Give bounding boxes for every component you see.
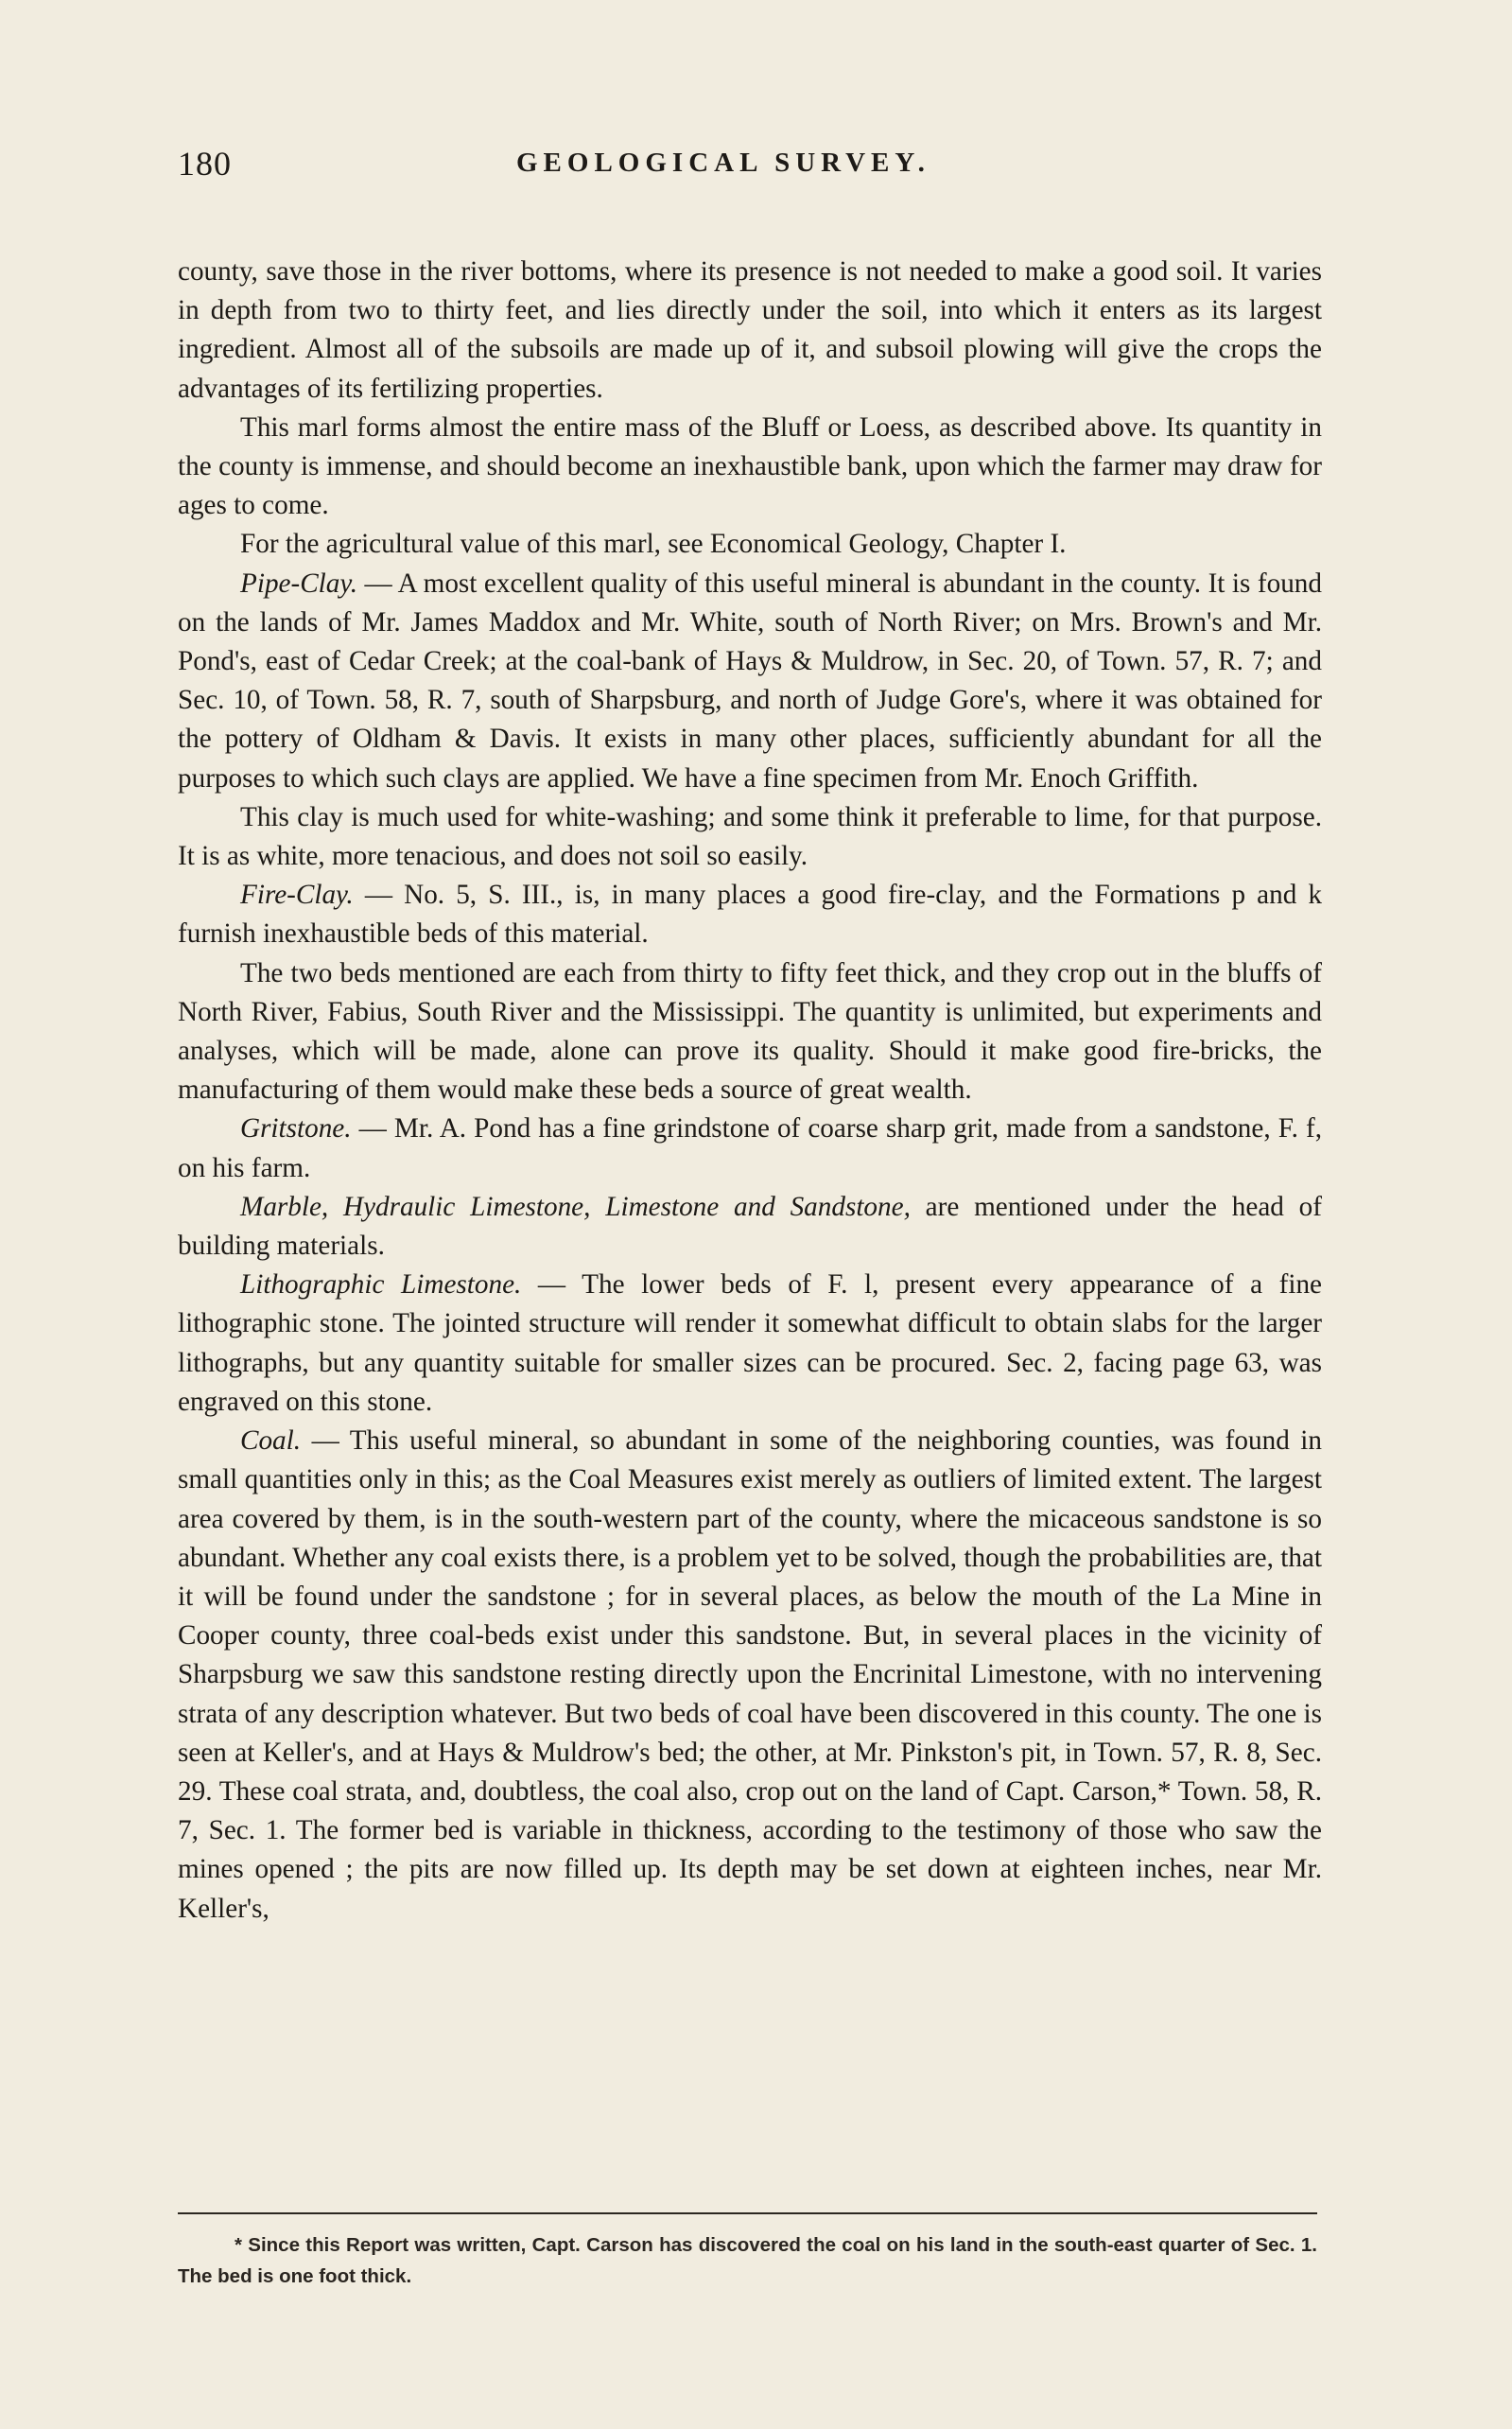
running-head: GEOLOGICAL SURVEY. (516, 148, 930, 178)
paragraph-soil-marl (178, 253, 1322, 409)
paragraph-fire-clay (178, 876, 1322, 953)
paragraph-agricultural-value (178, 525, 1322, 564)
paragraph-bluff-loess (178, 409, 1322, 526)
section-heading-marble: Marble, Hydraulic Limestone, Limestone and Sandstone, (240, 1191, 911, 1222)
paragraph-text: The two beds mentioned are each from thirty to fifty feet thick, and they crop out in the bluffs of North River, Fabius, South River and the Mississippi. The quantity is unlimited, but experiments and analyses, which will be made, alone can prove its quality. Should it make good fire-bricks, the manufacturing of them would make these beds a source of great wealth. (178, 957, 1322, 1106)
body-text (178, 253, 1322, 1929)
paragraph-text: — Mr. A. Pond has a fine grindstone of coarse sharp grit, made from a sandstone, F. f, on his farm. (178, 1113, 1322, 1183)
paragraph-text: are mentioned under the head of building materials. (178, 1191, 1322, 1262)
paragraph-text: — No. 5, S. III., is, in many places a good fire-clay, and the Formations p and k furnish inexhaustible beds of this material. (178, 880, 1322, 950)
paragraph-lithographic-limestone (178, 1266, 1322, 1422)
paragraph-text: — A most excellent quality of this useful mineral is abundant in the county. It is found on the lands of Mr. James Maddox and Mr. White, south of North River; on Mrs. Brown's and Mr. Pond's, east of Cedar Creek; at the coal-bank of Hays & Muldrow, in Sec. 20, of Town. 57, R. 7; and Sec. 10, of Town. 58, R. 7, south of Sharpsburg, and north of Judge Gore's, where it was obtained for the pottery of Oldham & Davis. It exists in many other places, sufficiently abundant for all the purposes to which such clays are applied. We have a fine specimen from Mr. Enoch Griffith. (178, 568, 1322, 794)
paragraph-text: county, save those in the river bottoms, where its presence is not needed to make a good soil. It varies in depth from two to thirty feet, and lies directly under the soil, into which it enters as its largest ingredient. Almost all of the subsoils are made up of it, and subsoil plowing will give the crops the advantages of its fertilizing properties. (178, 256, 1322, 404)
paragraph-text: This clay is much used for white-washing; and some think it preferable to lime, for that purpose. It is as white, more tenacious, and does not soil so easily. (178, 801, 1322, 872)
paragraph-pipe-clay (178, 565, 1322, 798)
section-heading-pipe-clay: Pipe-Clay. (240, 568, 358, 599)
section-heading-lithographic-limestone: Lithographic Limestone. (240, 1269, 522, 1301)
section-heading-gritstone: Gritstone. (240, 1113, 352, 1145)
footnote-divider (178, 2212, 1317, 2214)
paragraph-two-beds (178, 954, 1322, 1110)
footnote-text: * Since this Report was written, Capt. Carson has discovered the coal on his land in the south-east quarter of Sec. 1. The bed is one foot thick. (178, 2234, 1317, 2287)
paragraph-text: For the agricultural value of this marl, see Economical Geology, Chapter I. (240, 529, 1067, 560)
section-heading-coal: Coal. (240, 1425, 302, 1457)
paragraph-text: This marl forms almost the entire mass of the Bluff or Loess, as described above. Its quantity in the county is immense, and should become an inexhaustible bank, upon which the farmer may draw for ages to come. (178, 411, 1322, 521)
page-number: 180 (178, 145, 232, 183)
paragraph-text: — The lower beds of F. l, present every appearance of a fine lithographic stone. The jointed structure will render it somewhat difficult to obtain slabs for the larger lithographs, but any quantity suitable for smaller sizes can be procured. Sec. 2, facing page 63, was engraved on this stone. (178, 1269, 1323, 1417)
page-header (178, 144, 1322, 191)
paragraph-text: — This useful mineral, so abundant in some of the neighboring counties, was found in small quantities only in this; as the Coal Measures exist merely as outliers of limited extent. The largest area covered by them, is in the south-western part of the county, where the micaceous sandstone is so abundant. Whether any coal exists there, is a problem yet to be solved, though the probabilities are, that it will be found under the sandstone ; for in several places, as below the mouth of the La Mine in Cooper county, three coal-beds exist under this sandstone. But, in several places in the vicinity of Sharpsburg we saw this sandstone resting directly upon the Encrinital Limestone, with no intervening strata of any description whatever. But two beds of coal have been discovered in this county. The one is seen at Keller's, and at Hays & Muldrow's bed; the other, at Mr. Pinkston's pit, in Town. 57, R. 8, Sec. 29. These coal strata, and, doubtless, the coal also, crop out on the land of Capt. Carson,* Town. 58, R. 7, Sec. 1. The former bed is variable in thickness, according to the testimony of those who saw the mines opened ; the pits are now filled up. Its depth may be set down at eighteen inches, near Mr. Keller's, (178, 1425, 1322, 1924)
section-heading-fire-clay: Fire-Clay. (240, 880, 354, 911)
paragraph-marble (178, 1188, 1322, 1266)
paragraph-coal (178, 1422, 1322, 1929)
footnote (178, 2229, 1317, 2292)
paragraph-gritstone (178, 1110, 1322, 1187)
paragraph-white-washing (178, 798, 1322, 876)
